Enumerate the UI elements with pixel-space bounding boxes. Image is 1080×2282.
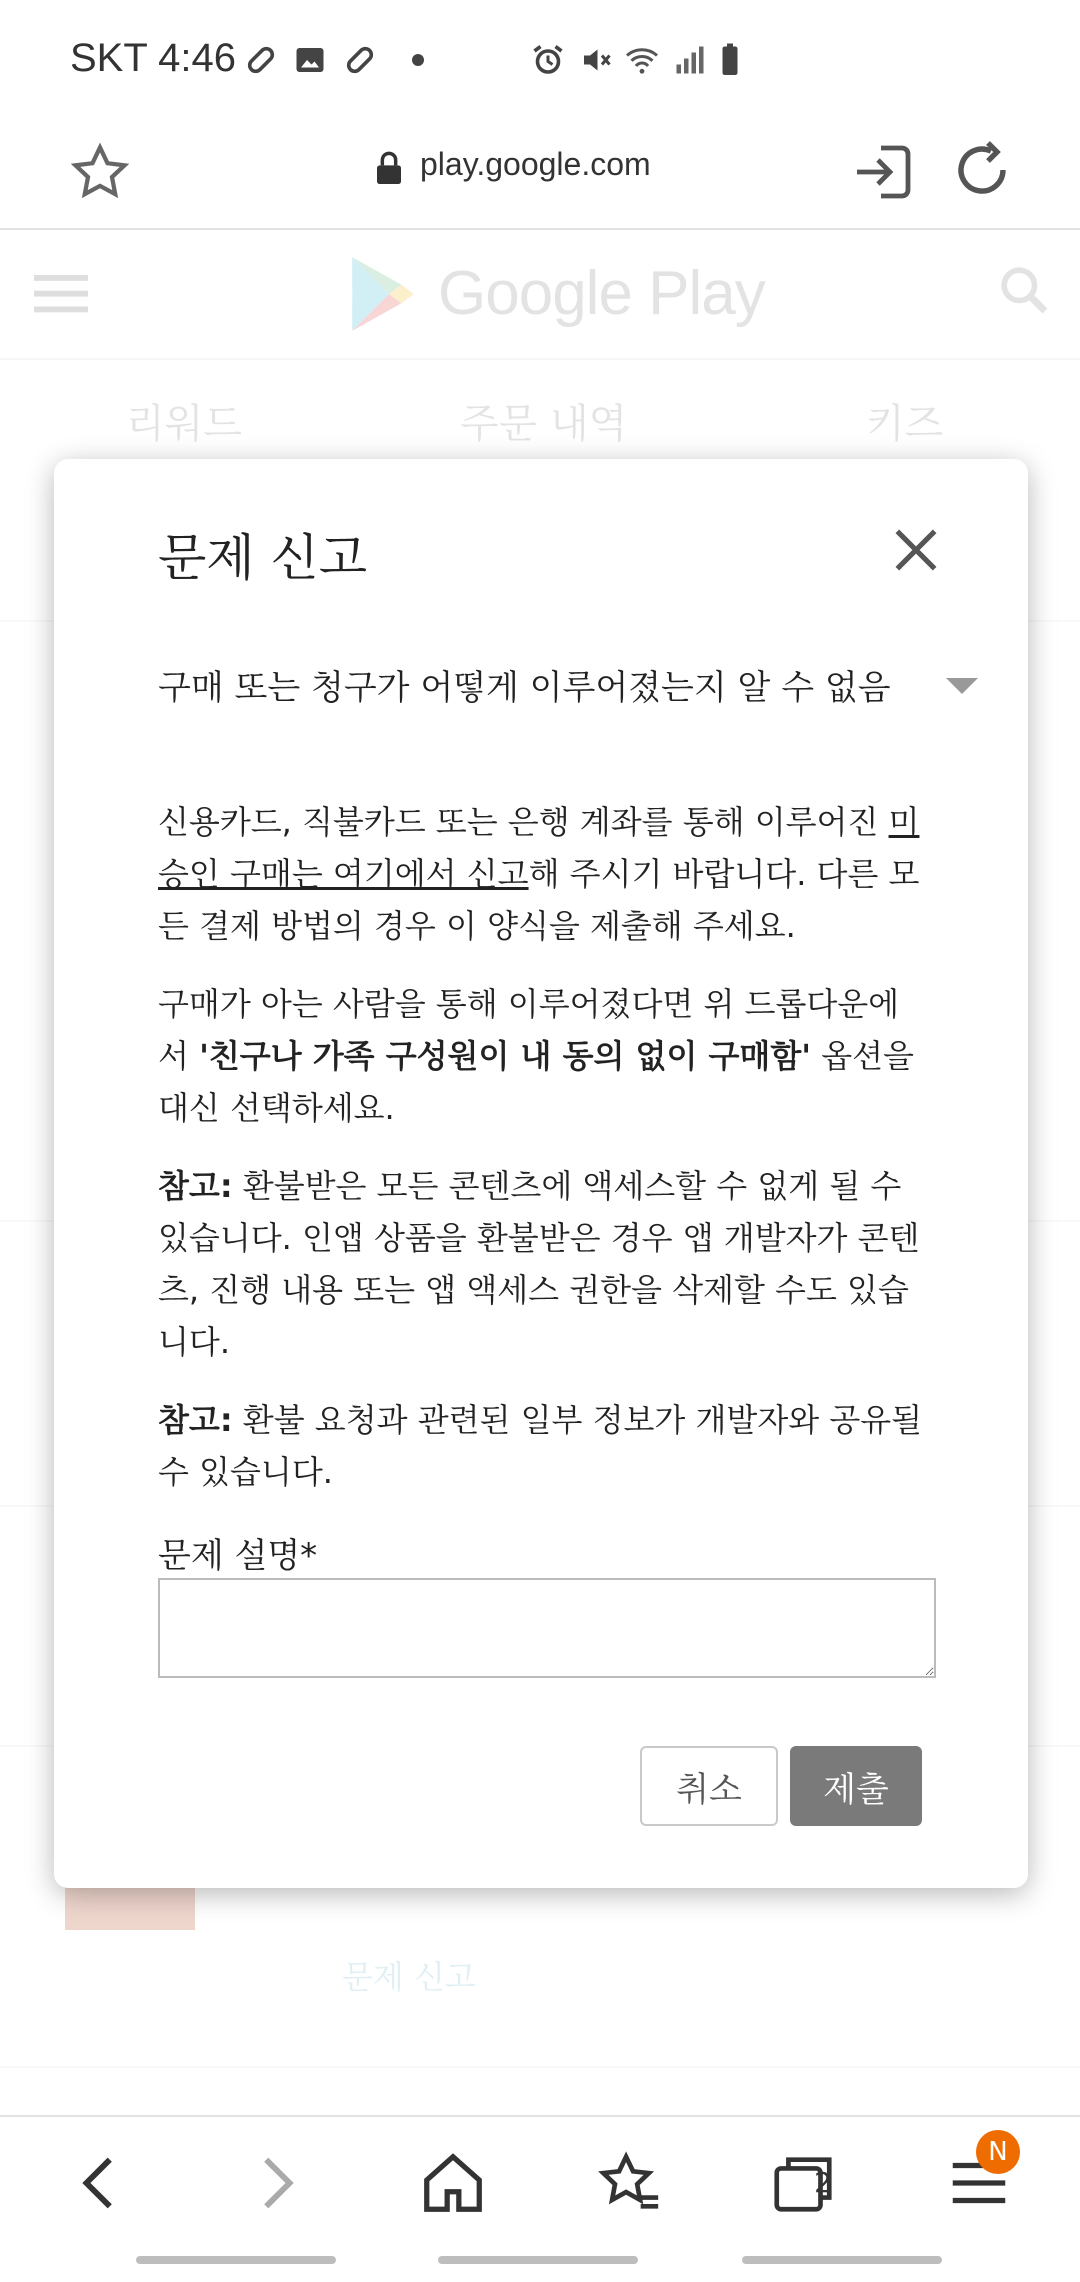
pill-icon [243,42,279,78]
submit-button[interactable]: 제출 [790,1746,922,1826]
tab-count: 2 [814,2165,832,2199]
close-icon[interactable] [888,522,944,578]
status-carrier-time: SKT 4:46 [70,36,237,80]
para2-text: 구매가 아는 사람을 통해 이루어졌다면 위 드롭다운에서 [158,985,900,1075]
para2-text-end: 옵션을 대신 선택하세요. [158,1037,914,1127]
mute-icon [578,42,614,78]
instructions-paragraph [158,796,928,952]
lock-icon [373,150,405,186]
unauthorized-purchase-link[interactable]: 미승인 구매는 여기에서 신고 [158,803,920,893]
cancel-button[interactable]: 취소 [640,1746,778,1826]
note-info-sharing [158,1394,928,1498]
wifi-icon [624,42,660,78]
note1-label: 참고: [158,1167,233,1205]
signal-icon [672,42,708,78]
dot-icon [400,42,436,78]
para1-text-end: 해 주시기 바랍니다. 다른 모든 결제 방법의 경우 이 양식을 제출해 주세요. [158,855,920,945]
url-text[interactable]: play.google.com [420,146,651,182]
note-refund-access [158,1160,928,1368]
home-icon[interactable] [418,2148,488,2218]
gesture-bar [136,2256,336,2264]
reload-icon[interactable] [946,134,1018,206]
forward-icon[interactable] [240,2148,310,2218]
dropdown-arrow-icon [946,678,978,694]
problem-description-input[interactable] [158,1578,936,1678]
para2-bold-option: '친구나 가족 구성원이 내 동의 없이 구매함' [199,1037,812,1075]
issue-type-dropdown[interactable] [158,660,988,712]
bookmark-star-icon[interactable] [68,140,132,204]
back-icon[interactable] [66,2148,136,2218]
gesture-bar [438,2256,638,2264]
family-purchase-paragraph [158,978,928,1134]
note1-text: 환불받은 모든 콘텐츠에 액세스할 수 없게 될 수 있습니다. 인앱 상품을 환불받은 경우 앱 개발자가 콘텐츠, 진행 내용 또는 앱 액세스 권한을 삭제할 수도 있습니다. [158,1167,920,1361]
problem-description-label: 문제 설명* [158,1536,318,1576]
alarm-icon [530,42,566,78]
battery-icon [712,42,748,78]
image-icon [292,42,328,78]
pill-icon [342,42,378,78]
note2-label: 참고: [158,1401,233,1439]
dialog-title: 문제 신고 [158,529,368,587]
dropdown-selected-value: 구매 또는 청구가 어떻게 이루어졌는지 알 수 없음 [158,668,891,708]
sign-in-icon[interactable] [848,136,920,208]
notification-badge: N [976,2130,1020,2174]
gesture-bar [742,2256,942,2264]
note2-text: 환불 요청과 관련된 일부 정보가 개발자와 공유될 수 있습니다. [158,1401,923,1491]
bookmarks-icon[interactable] [594,2148,664,2218]
para1-text: 신용카드, 직불카드 또는 은행 계좌를 통해 이루어진 [158,803,889,841]
